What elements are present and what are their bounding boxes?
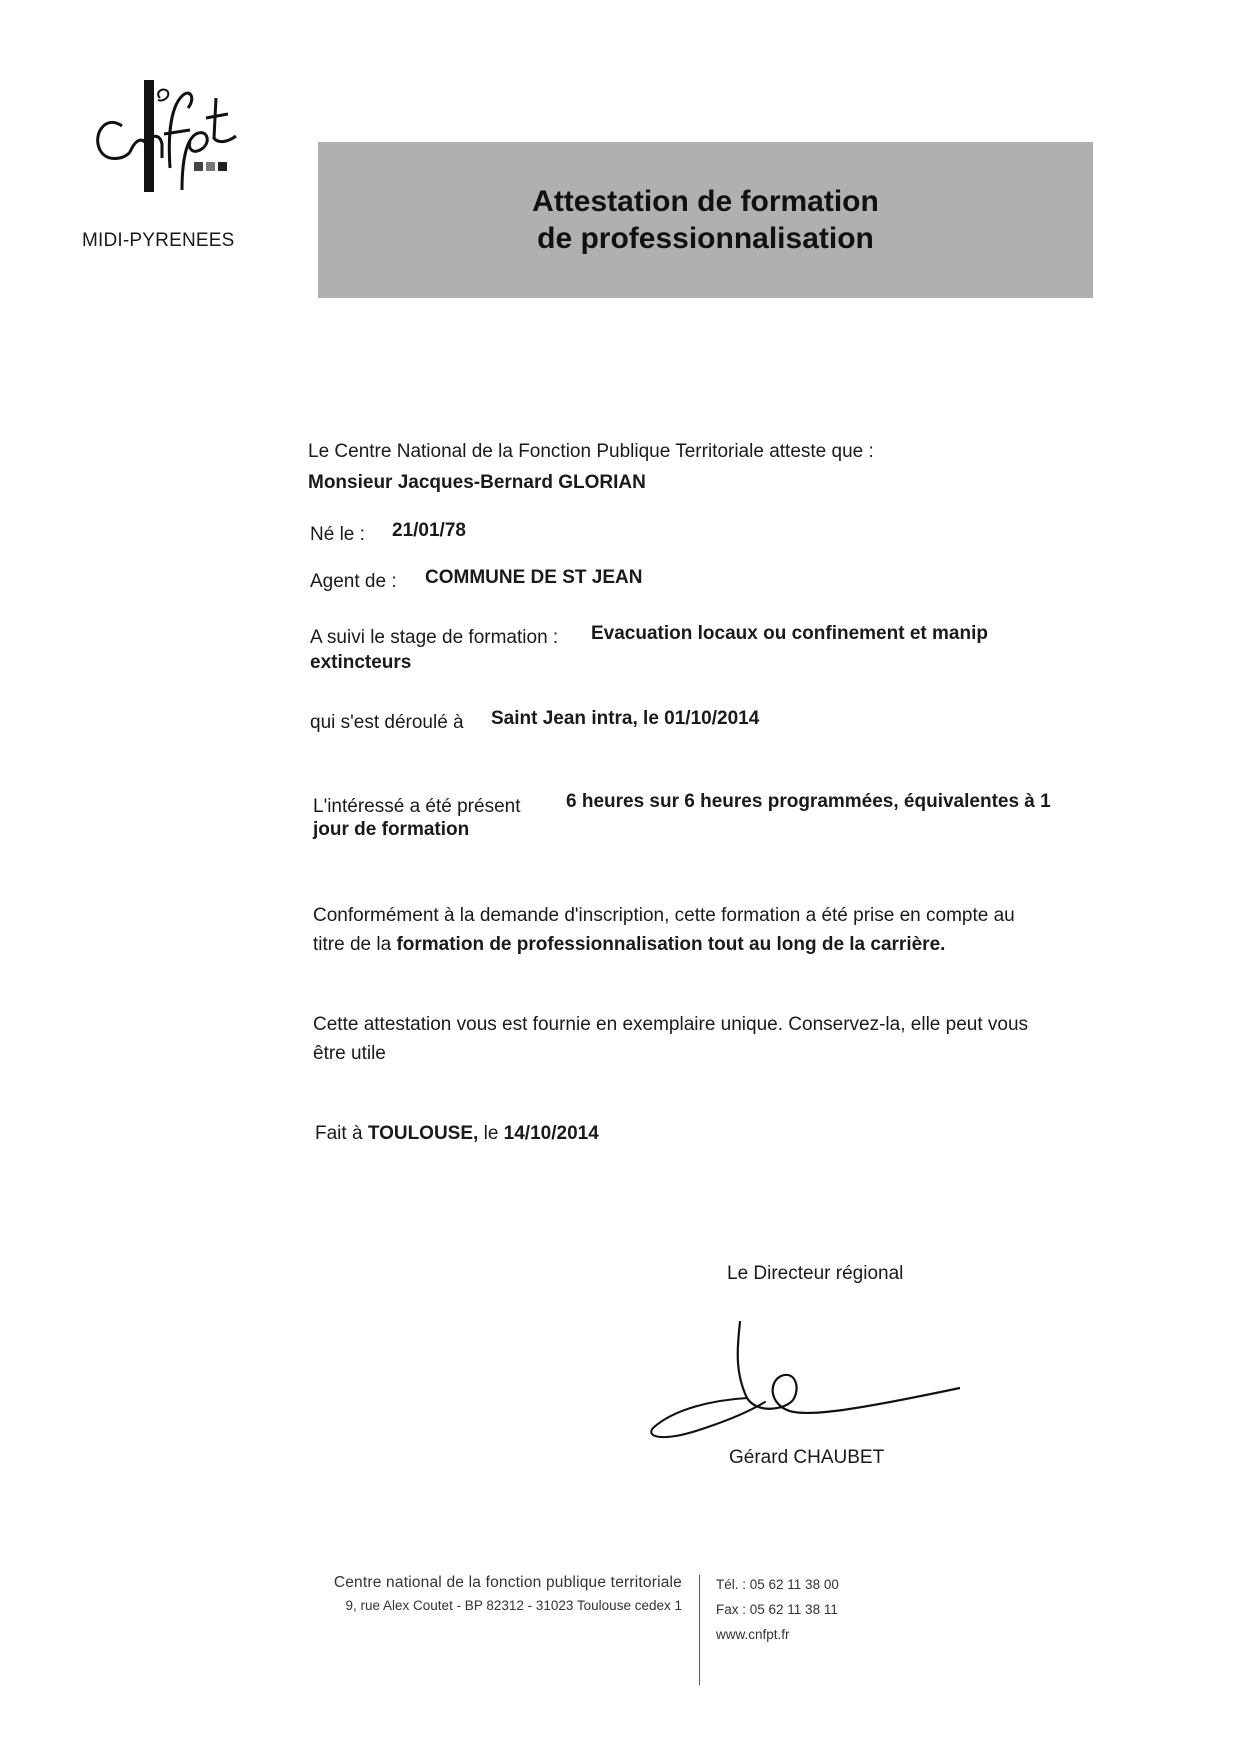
signatory-name: Gérard CHAUBET	[729, 1447, 885, 1468]
presence-label: L'intéressé a été présent	[313, 796, 521, 817]
logo-f-stroke	[164, 93, 192, 168]
place-label: qui s'est déroulé à	[310, 712, 464, 733]
done-city: TOULOUSE,	[367, 1123, 479, 1144]
presence-value-line-2: jour de formation	[313, 819, 470, 840]
signatory-role: Le Directeur régional	[727, 1263, 904, 1284]
logo-square-3	[218, 162, 227, 171]
agent-value: COMMUNE DE ST JEAN	[425, 567, 643, 588]
stage-value-line-2: extincteurs	[310, 652, 412, 673]
note-line-1: Cette attestation vous est fournie en exemplaire unique. Conservez-la, elle peut vous	[313, 1014, 1029, 1035]
logo-square-2	[206, 162, 215, 171]
footer-fax: Fax : 05 62 11 38 11	[716, 1602, 838, 1617]
footer-divider	[699, 1575, 700, 1685]
signature-loop-stroke	[651, 1398, 765, 1437]
signature-icon	[645, 1318, 960, 1448]
footer-contacts	[716, 1572, 839, 1647]
region-name: MIDI-PYRENEES	[82, 230, 235, 251]
stage-value-line-1: Evacuation locaux ou confinement et manip	[591, 623, 988, 644]
stage-label: A suivi le stage de formation :	[310, 627, 559, 648]
footer-organization	[292, 1572, 682, 1618]
done-prefix: Fait à	[315, 1123, 363, 1144]
footer-phone: Tél. : 05 62 11 38 00	[716, 1577, 839, 1592]
done-at	[315, 1122, 599, 1146]
done-date: 14/10/2014	[503, 1123, 599, 1144]
person-name: Monsieur Jacques-Bernard GLORIAN	[308, 472, 646, 493]
footer-address: 9, rue Alex Coutet - BP 82312 - 31023 Toulouse cedex 1	[345, 1598, 682, 1613]
agent-label: Agent de :	[310, 571, 397, 592]
birth-date: 21/01/78	[392, 520, 466, 541]
birth-label: Né le :	[310, 524, 365, 545]
title-line-1: Attestation de formation	[532, 185, 879, 218]
logo-le-stroke	[158, 90, 168, 101]
title-banner	[318, 142, 1093, 298]
title-line-2: de professionnalisation	[537, 222, 874, 255]
presence-value-line-1: 6 heures sur 6 heures programmées, équivalentes à 1	[566, 791, 1051, 812]
logo-t-stroke	[206, 98, 236, 142]
place-value: Saint Jean intra, le 01/10/2014	[491, 708, 760, 729]
logo-square-1	[194, 162, 203, 171]
conformity-line-1: Conformément à la demande d'inscription, cette formation a été prise en compte au	[313, 905, 1015, 926]
intro-text: Le Centre National de la Fonction Publique Territoriale atteste que :	[308, 441, 874, 462]
conformity-line-2	[313, 933, 945, 957]
logo-p-stroke	[182, 133, 207, 190]
note-line-2: être utile	[313, 1043, 386, 1064]
cnfpt-logo	[60, 78, 252, 256]
signature-main-stroke	[738, 1322, 960, 1413]
conformity-prefix: titre de la	[313, 934, 392, 955]
logo-c-stroke	[98, 122, 130, 158]
cnfpt-logo-icon	[78, 78, 238, 208]
footer-website: www.cnfpt.fr	[716, 1627, 790, 1642]
conformity-bold: formation de professionnalisation tout au long de la carrière.	[396, 934, 946, 955]
footer-org-name: Centre national de la fonction publique territoriale	[333, 1574, 682, 1591]
done-le: le	[483, 1123, 499, 1144]
